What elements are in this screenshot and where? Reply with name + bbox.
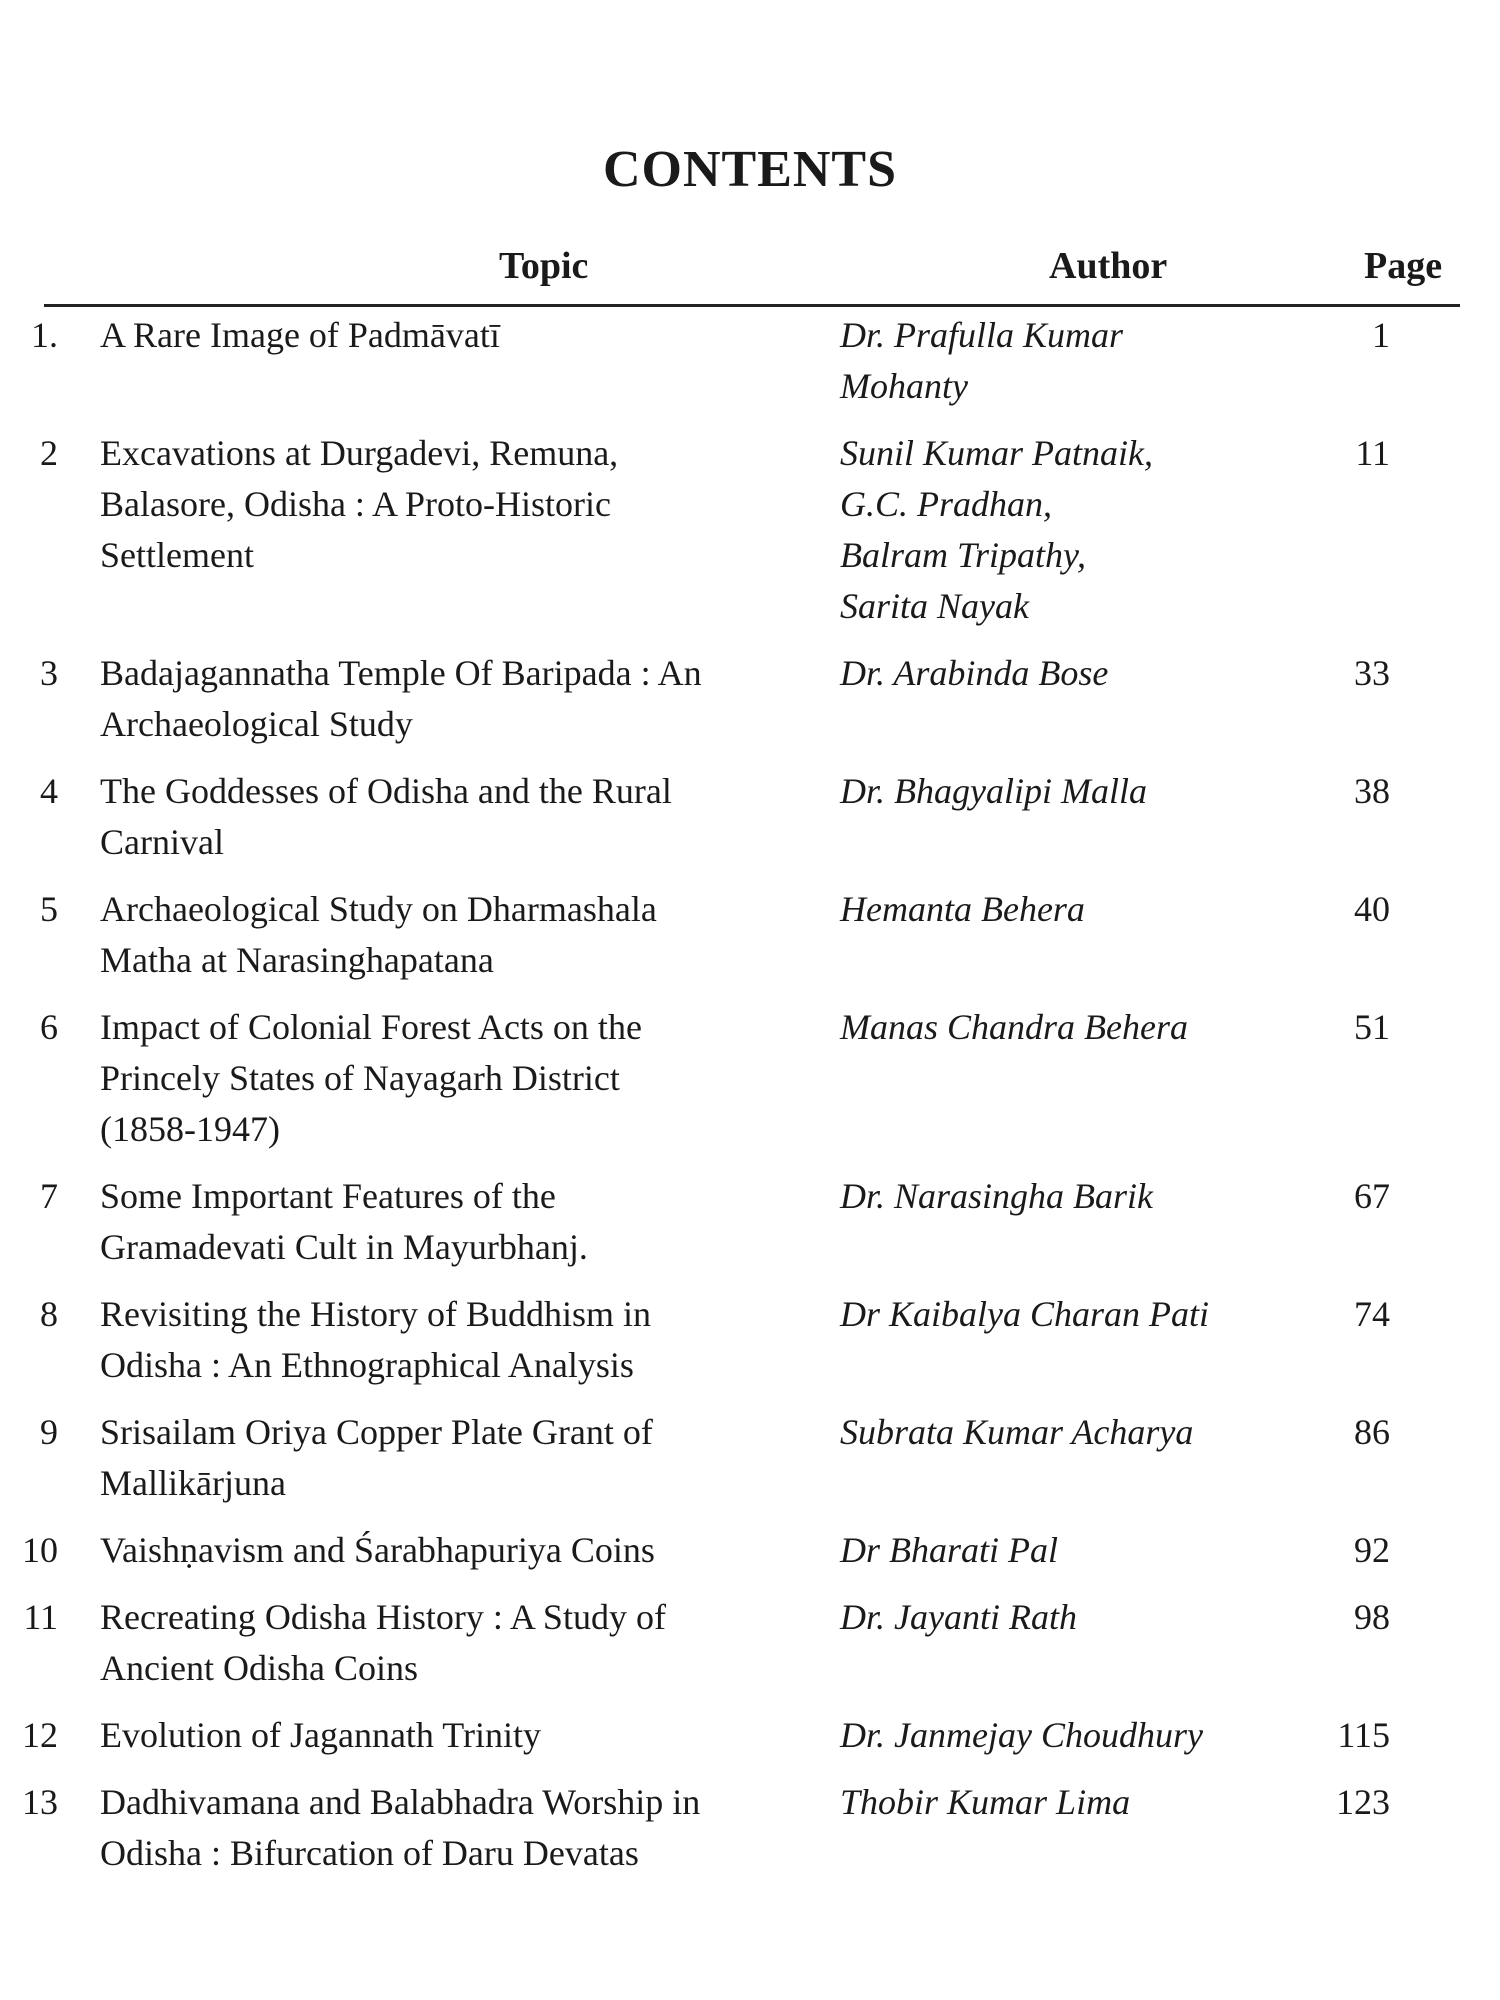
entry-topic <box>100 310 840 412</box>
topic-line: Gramadevati Cult in Mayurbhanj. <box>100 1227 588 1267</box>
contents-row <box>0 1289 1500 1391</box>
topic-line: Evolution of Jagannath Trinity <box>100 1715 541 1755</box>
entry-topic <box>100 884 840 986</box>
entry-topic <box>100 1525 840 1576</box>
entry-topic <box>100 766 840 868</box>
topic-line: Odisha : Bifurcation of Daru Devatas <box>100 1833 639 1873</box>
entry-page-number: 115 <box>1337 1715 1390 1755</box>
author-line: Dr Kaibalya Charan Pati <box>840 1294 1210 1334</box>
entry-number: 13 <box>22 1782 58 1822</box>
topic-line: A Rare Image of Padmāvatī <box>100 315 500 355</box>
entry-topic <box>100 1710 840 1761</box>
entry-author <box>840 1289 1280 1391</box>
entry-number: 4 <box>40 771 58 811</box>
author-line: Thobir Kumar Lima <box>840 1782 1131 1822</box>
entry-number: 10 <box>22 1530 58 1570</box>
entry-author <box>840 1525 1280 1576</box>
topic-line: The Goddesses of Odisha and the Rural <box>100 771 672 811</box>
entry-author <box>840 766 1280 868</box>
author-line: Balram Tripathy, <box>840 535 1087 575</box>
entry-topic <box>100 1289 840 1391</box>
topic-line: Dadhivamana and Balabhadra Worship in <box>100 1782 701 1822</box>
entry-number: 8 <box>40 1294 58 1334</box>
entry-page-number: 1 <box>1372 315 1390 355</box>
topic-line: Recreating Odisha History : A Study of <box>100 1597 666 1637</box>
entry-page-number: 74 <box>1354 1294 1390 1334</box>
entry-page-number: 33 <box>1354 653 1390 693</box>
topic-line: Carnival <box>100 822 224 862</box>
topic-line: Odisha : An Ethnographical Analysis <box>100 1345 634 1385</box>
topic-line: Mallikārjuna <box>100 1463 286 1503</box>
author-line: Dr. Narasingha Barik <box>840 1176 1154 1216</box>
topic-line: Revisiting the History of Buddhism in <box>100 1294 652 1334</box>
entry-topic <box>100 428 840 632</box>
author-line: Dr. Jayanti Rath <box>840 1597 1077 1637</box>
entry-page-number: 11 <box>1355 433 1390 473</box>
topic-line: Some Important Features of the <box>100 1176 556 1216</box>
entry-author <box>840 1002 1280 1155</box>
entry-number: 5 <box>40 889 58 929</box>
contents-row <box>0 1171 1500 1273</box>
entry-page-number: 51 <box>1354 1007 1390 1047</box>
entry-topic <box>100 1407 840 1509</box>
entry-page-number: 67 <box>1354 1176 1390 1216</box>
contents-row <box>0 766 1500 868</box>
topic-line: Badajagannatha Temple Of Baripada : An <box>100 653 702 693</box>
entry-author <box>840 1171 1280 1273</box>
entry-author <box>840 1407 1280 1509</box>
author-line: Sunil Kumar Patnaik, <box>840 433 1153 473</box>
entry-author <box>840 428 1280 632</box>
topic-line: Princely States of Nayagarh District <box>100 1058 620 1098</box>
entry-number: 11 <box>23 1597 58 1637</box>
topic-line: Matha at Narasinghapatana <box>100 940 494 980</box>
entry-author <box>840 1777 1280 1879</box>
author-line: Dr. Arabinda Bose <box>840 653 1109 693</box>
entry-page-number: 98 <box>1354 1597 1390 1637</box>
topic-line: Ancient Odisha Coins <box>100 1648 418 1688</box>
contents-row <box>0 1002 1500 1155</box>
contents-row <box>0 310 1500 412</box>
entry-number: 6 <box>40 1007 58 1047</box>
entry-author <box>840 1592 1280 1694</box>
column-header-author: Author <box>1049 245 1168 287</box>
entry-page-number: 86 <box>1354 1412 1390 1452</box>
author-line: Dr. Bhagyalipi Malla <box>840 771 1147 811</box>
author-line: Dr Bharati Pal <box>840 1530 1059 1570</box>
entry-topic <box>100 1777 840 1879</box>
contents-row <box>0 648 1500 750</box>
topic-line: Srisailam Oriya Copper Plate Grant of <box>100 1412 653 1452</box>
entry-topic <box>100 1002 840 1155</box>
entry-author <box>840 310 1280 412</box>
topic-line: Excavations at Durgadevi, Remuna, <box>100 433 619 473</box>
topic-line: Archaeological Study <box>100 704 413 744</box>
author-line: Dr. Prafulla Kumar <box>840 315 1124 355</box>
page-title: CONTENTS <box>602 141 898 198</box>
entry-number: 1. <box>31 315 58 355</box>
entry-topic <box>100 1592 840 1694</box>
column-header-topic: Topic <box>499 245 589 287</box>
entry-number: 12 <box>22 1715 58 1755</box>
author-line: Dr. Janmejay Choudhury <box>840 1715 1203 1755</box>
topic-line: (1858-1947) <box>100 1109 280 1149</box>
author-line: Subrata Kumar Acharya <box>840 1412 1194 1452</box>
author-line: Mohanty <box>840 366 968 406</box>
entry-page-number: 38 <box>1354 771 1390 811</box>
contents-row <box>0 884 1500 986</box>
topic-line: Vaishṇavism and Śarabhapuriya Coins <box>100 1530 655 1570</box>
author-line: G.C. Pradhan, <box>840 484 1053 524</box>
entry-author <box>840 648 1280 750</box>
contents-row <box>0 1407 1500 1509</box>
contents-row <box>0 1525 1500 1576</box>
entry-page-number: 40 <box>1354 889 1390 929</box>
entry-author <box>840 1710 1280 1761</box>
author-line: Sarita Nayak <box>840 586 1029 626</box>
entry-topic <box>100 648 840 750</box>
entry-topic <box>100 1171 840 1273</box>
entry-number: 9 <box>40 1412 58 1452</box>
table-header <box>44 244 1460 304</box>
contents-row <box>0 428 1500 632</box>
contents-row <box>0 1592 1500 1694</box>
topic-line: Balasore, Odisha : A Proto-Historic <box>100 484 611 524</box>
contents-row <box>0 1710 1500 1761</box>
topic-line: Archaeological Study on Dharmashala <box>100 889 657 929</box>
entry-page-number: 92 <box>1354 1530 1390 1570</box>
entry-number: 3 <box>40 653 58 693</box>
author-line: Manas Chandra Behera <box>840 1007 1188 1047</box>
entry-page-number: 123 <box>1336 1782 1390 1822</box>
entry-number: 7 <box>40 1176 58 1216</box>
entry-author <box>840 884 1280 986</box>
contents-list <box>0 310 1500 1895</box>
header-divider <box>44 304 1460 307</box>
topic-line: Settlement <box>100 535 254 575</box>
contents-row <box>0 1777 1500 1879</box>
topic-line: Impact of Colonial Forest Acts on the <box>100 1007 642 1047</box>
author-line: Hemanta Behera <box>840 889 1085 929</box>
column-header-page: Page <box>1364 245 1443 287</box>
entry-number: 2 <box>40 433 58 473</box>
